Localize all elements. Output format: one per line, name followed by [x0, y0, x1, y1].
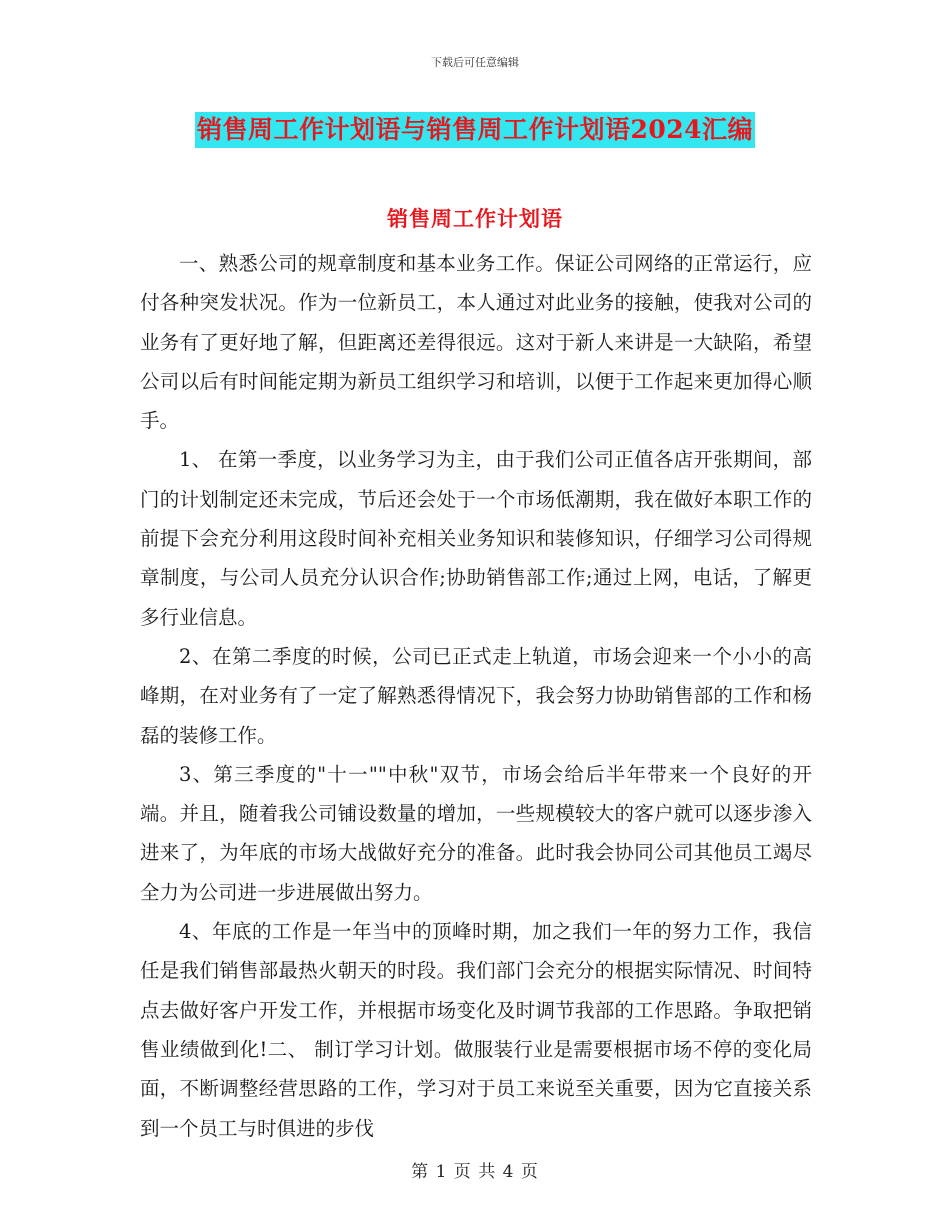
document-title	[0, 112, 950, 148]
page-footer-number: 第 1 页 共 4 页	[411, 1162, 539, 1182]
section-title: 销售周工作计划语	[387, 206, 563, 231]
page-header-note: 下载后可任意编辑	[431, 56, 519, 69]
document-body	[140, 244, 812, 1148]
paragraph: 一、熟悉公司的规章制度和基本业务工作。保证公司网络的正常运行，应付各种突发状况。作为一位新员工，本人通过对此业务的接触，使我对公司的业务有了更好地了解，但距离还差得很远。这对于新人来讲是一大缺陷，希望公司以后有时间能定期为新员工组织学习和培训，以便于工作起来更加得心顺手。	[140, 252, 812, 433]
paragraph: 4、年底的工作是一年当中的顶峰时期，加之我们一年的努力工作，我信任是我们销售部最热火朝天的时段。我们部门会充分的根据实际情况、时间特点去做好客户开发工作，并根据市场变化及时调节我部的工作思路。争取把销售业绩做到化!二、 制订学习计划。做服装行业是需要根据市场不停的变化局面，不断调整经营思路的工作，学习对于员工来说至关重要，因为它直接关系到一个员工与时俱进的步伐	[140, 920, 812, 1140]
paragraph: 2、在第二季度的时候，公司已正式走上轨道，市场会迎来一个小小的高峰期，在对业务有了一定了解熟悉得情况下，我会努力协助销售部的工作和杨磊的装修工作。	[140, 644, 812, 747]
paragraph: 1、 在第一季度，以业务学习为主，由于我们公司正值各店开张期间，部门的计划制定还未完成，节后还会处于一个市场低潮期，我在做好本职工作的前提下会充分利用这段时间补充相关业务知识和装修知识，仔细学习公司得规章制度，与公司人员充分认识合作;协助销售部工作;通过上网，电话，了解更多行业信息。	[140, 448, 812, 629]
paragraph: 3、第三季度的"十一""中秋"双节，市场会给后半年带来一个良好的开端。并且，随着我公司铺设数量的增加，一些规模较大的客户就可以逐步渗入进来了，为年底的市场大战做好充分的准备。此时我会协同公司其他员工竭尽全力为公司进一步进展做出努力。	[140, 762, 812, 904]
document-title-text: 销售周工作计划语与销售周工作计划语2024汇编	[195, 112, 755, 148]
